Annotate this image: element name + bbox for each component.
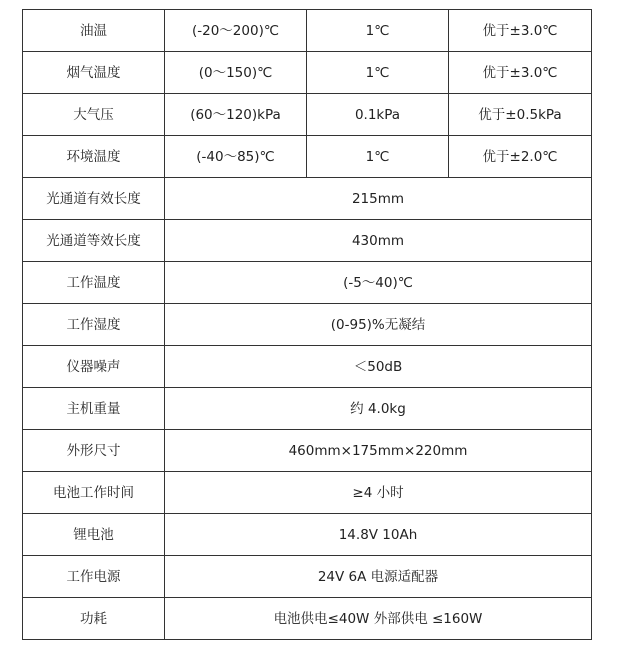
table-row xyxy=(23,430,592,472)
table-row xyxy=(23,556,592,598)
table-row xyxy=(23,472,592,514)
param-value: ＜50dB xyxy=(165,346,592,388)
param-range: (-40～85)℃ xyxy=(165,136,307,178)
param-resolution: 0.1kPa xyxy=(307,94,449,136)
param-value: ≥4 小时 xyxy=(165,472,592,514)
param-name: 环境温度 xyxy=(23,136,165,178)
param-name: 工作湿度 xyxy=(23,304,165,346)
param-accuracy: 优于±3.0℃ xyxy=(449,52,592,94)
param-value: 约 4.0kg xyxy=(165,388,592,430)
table-row xyxy=(23,388,592,430)
param-value: 电池供电≤40W 外部供电 ≤160W xyxy=(165,598,592,640)
param-name: 锂电池 xyxy=(23,514,165,556)
param-name: 外形尺寸 xyxy=(23,430,165,472)
param-range: (60～120)kPa xyxy=(165,94,307,136)
param-value: 215mm xyxy=(165,178,592,220)
param-value: 24V 6A 电源适配器 xyxy=(165,556,592,598)
param-resolution: 1℃ xyxy=(307,52,449,94)
param-name: 油温 xyxy=(23,10,165,52)
param-name: 电池工作时间 xyxy=(23,472,165,514)
param-range: (-20～200)℃ xyxy=(165,10,307,52)
table-row xyxy=(23,514,592,556)
param-name: 仪器噪声 xyxy=(23,346,165,388)
spec-table-body xyxy=(23,10,592,640)
param-value: 14.8V 10Ah xyxy=(165,514,592,556)
param-range: (0～150)℃ xyxy=(165,52,307,94)
param-name: 功耗 xyxy=(23,598,165,640)
table-row xyxy=(23,346,592,388)
table-row xyxy=(23,262,592,304)
param-name: 光通道等效长度 xyxy=(23,220,165,262)
param-value: 430mm xyxy=(165,220,592,262)
param-name: 主机重量 xyxy=(23,388,165,430)
table-row xyxy=(23,10,592,52)
table-row xyxy=(23,94,592,136)
param-name: 工作温度 xyxy=(23,262,165,304)
table-row xyxy=(23,178,592,220)
table-row xyxy=(23,136,592,178)
table-row xyxy=(23,220,592,262)
table-row xyxy=(23,52,592,94)
param-name: 光通道有效长度 xyxy=(23,178,165,220)
param-accuracy: 优于±3.0℃ xyxy=(449,10,592,52)
param-resolution: 1℃ xyxy=(307,10,449,52)
table-row xyxy=(23,304,592,346)
param-name: 大气压 xyxy=(23,94,165,136)
param-value: 460mm×175mm×220mm xyxy=(165,430,592,472)
param-name: 烟气温度 xyxy=(23,52,165,94)
table-row xyxy=(23,598,592,640)
param-name: 工作电源 xyxy=(23,556,165,598)
param-resolution: 1℃ xyxy=(307,136,449,178)
param-value: (-5～40)℃ xyxy=(165,262,592,304)
spec-table xyxy=(22,9,592,640)
param-value: (0-95)%无凝结 xyxy=(165,304,592,346)
param-accuracy: 优于±0.5kPa xyxy=(449,94,592,136)
param-accuracy: 优于±2.0℃ xyxy=(449,136,592,178)
